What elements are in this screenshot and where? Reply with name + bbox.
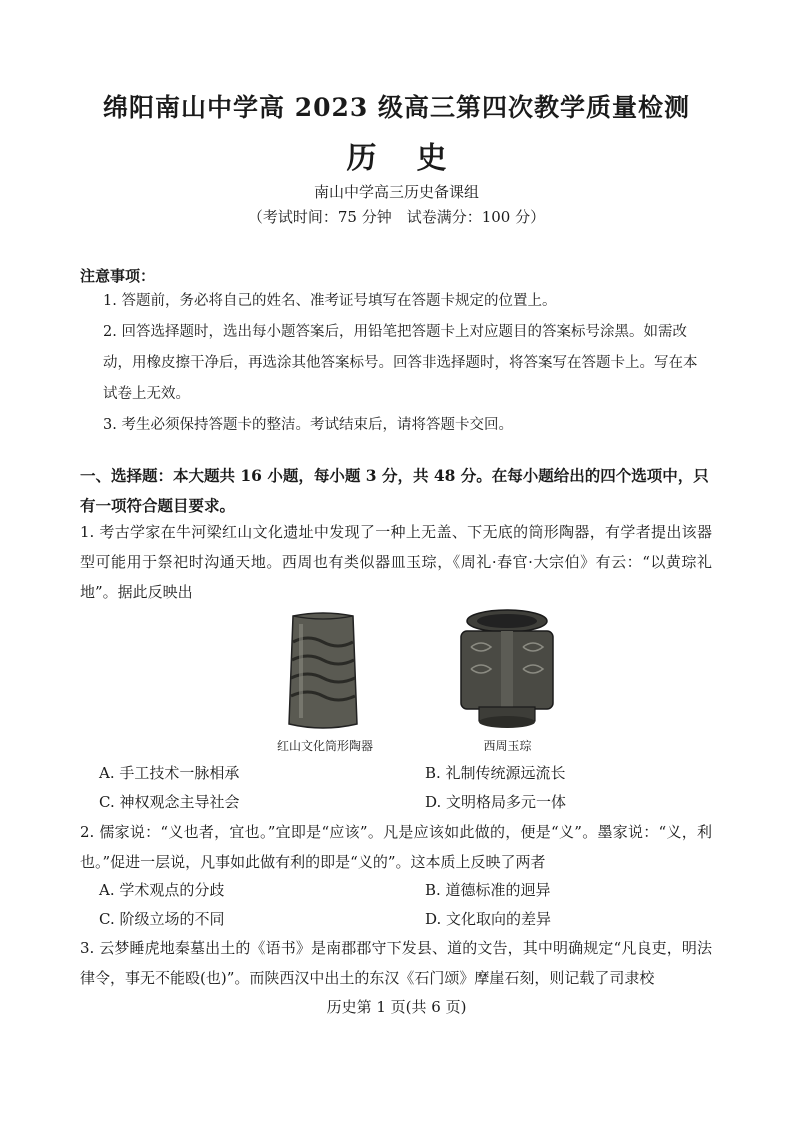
question-1-option-c: C. 神权观念主导社会 <box>99 793 240 811</box>
question-2-stem: 2. 儒家说：“义也者，宜也。”宜即是“应该”。凡是应该如此做的，便是“义”。墨家说：“义，利也。”促进一层说，凡事如此做有利的即是“义的”。这本质上反映了两者 <box>80 823 712 871</box>
section-heading: 一、选择题：本大题共 16 小题，每小题 3 分，共 48 分。在每小题给出的四个选项中，只有一项符合题目要求。 <box>80 466 709 515</box>
question-2-option-b: B. 道德标准的迥异 <box>425 881 551 899</box>
jade-cong-image <box>447 607 567 730</box>
notice-heading: 注意事项： <box>80 267 156 285</box>
notice-item-2: 2. 回答选择题时，选出每小题答案后，用铅笔把答题卡上对应题目的答案标号涂黑。如需改动，用橡皮擦干净后，再选涂其他答案标号。回答非选择题时，将答案写在答题卡上。写在本试卷上无效。 <box>103 324 698 402</box>
question-3-stem: 3. 云梦睡虎地秦墓出土的《语书》是南郡郡守下发县、道的文告，其中明确规定“凡良吏，明法律令，事无不能殴(也)”。而陕西汉中出土的东汉《石门颂》摩崖石刻，则记载了司隶校 <box>80 939 712 987</box>
prep-group: 南山中学高三历史备课组 <box>313 183 479 201</box>
cong-caption: 西周玉琮 <box>483 739 532 753</box>
exam-title: 绵阳南山中学高 2023 级高三第四次教学质量检测 <box>103 93 690 122</box>
question-2-option-d: D. 文化取向的差异 <box>425 910 552 928</box>
cylindrical-pottery-image <box>283 612 363 730</box>
question-2-option-a: A. 学术观点的分歧 <box>99 881 225 899</box>
question-1-option-d: D. 文明格局多元一体 <box>425 793 567 811</box>
exam-info: （考试时间：75 分钟 试卷满分：100 分） <box>247 208 546 226</box>
question-1-option-a: A. 手工技术一脉相承 <box>99 764 240 782</box>
question-1-stem: 1. 考古学家在牛河梁红山文化遗址中发现了一种上无盖、下无底的筒形陶器，有学者提出该器型可能用于祭祀时沟通天地。西周也有类似器皿玉琮，《周礼·春官·大宗伯》有云：“以黄琮礼地”。据此反映出 <box>80 523 712 601</box>
page-footer: 历史第 1 页(共 6 页) <box>326 998 467 1016</box>
question-1-option-b: B. 礼制传统源远流长 <box>425 764 566 782</box>
subject-title: 历史 <box>346 141 487 176</box>
notice-item-1: 1. 答题前，务必将自己的姓名、准考证号填写在答题卡规定的位置上。 <box>103 293 557 309</box>
pottery-caption: 红山文化筒形陶器 <box>276 739 373 753</box>
notice-item-3: 3. 考生必须保持答题卡的整洁。考试结束后，请将答题卡交回。 <box>103 417 513 433</box>
question-2-option-c: C. 阶级立场的不同 <box>99 910 225 928</box>
